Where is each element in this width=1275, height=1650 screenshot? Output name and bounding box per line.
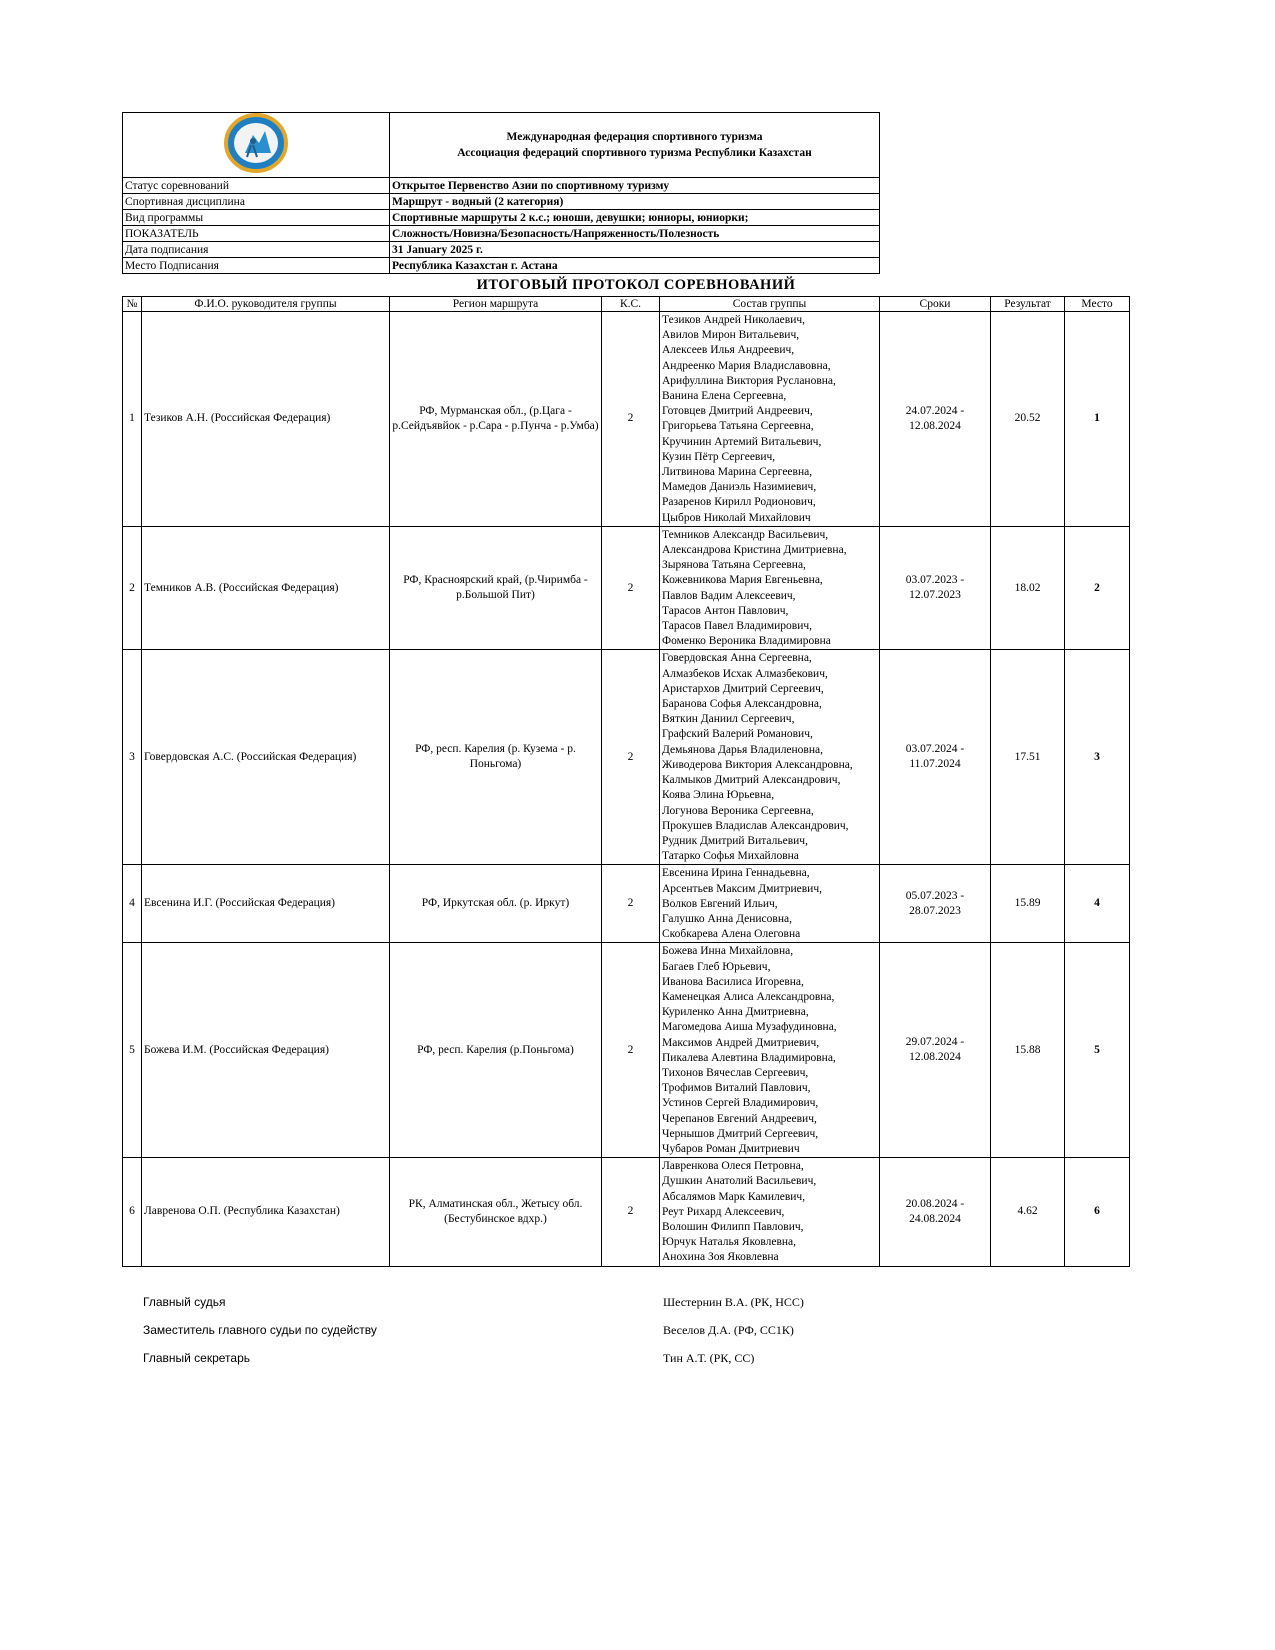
cell-members <box>660 1158 880 1266</box>
cell-members <box>660 865 880 943</box>
col-header-result: Результат <box>991 297 1065 312</box>
signature-name: Шестернин В.А. (РК, НСС) <box>663 1295 804 1309</box>
cell-members <box>660 650 880 865</box>
member-name: Аристархов Дмитрий Сергеевич, <box>662 682 824 695</box>
member-name: Тихонов Вячеслав Сергеевич, <box>662 1066 809 1079</box>
member-name: Устинов Сергей Владимирович, <box>662 1097 819 1110</box>
signature-name: Веселов Д.А. (РФ, СС1К) <box>663 1323 794 1337</box>
field-label: Вид программы <box>123 210 390 226</box>
header-row-status <box>123 178 880 194</box>
col-header-ks: К.С. <box>602 297 660 312</box>
cell-leader: Божева И.М. (Российская Федерация) <box>142 943 390 1158</box>
header-row-date <box>123 242 880 258</box>
cell-dates: 05.07.2023 - 28.07.2023 <box>880 865 991 943</box>
cell-place: 1 <box>1065 312 1130 527</box>
table-row <box>123 526 1130 650</box>
member-name: Баранова Софья Александровна, <box>662 698 822 711</box>
header-row-program <box>123 210 880 226</box>
member-name: Волошин Филипп Павлович, <box>662 1220 804 1233</box>
cell-region: РФ, респ. Карелия (р.Поньгома) <box>390 943 602 1158</box>
cell-place: 2 <box>1065 526 1130 650</box>
member-name: Ванина Елена Сергеевна, <box>662 390 787 403</box>
field-label: ПОКАЗАТЕЛЬ <box>123 226 390 242</box>
member-name: Графский Валерий Романович, <box>662 728 813 741</box>
cell-result: 15.88 <box>991 943 1065 1158</box>
member-name: Волков Евгений Ильич, <box>662 897 778 910</box>
cell-leader: Говердовская А.С. (Российская Федерация) <box>142 650 390 865</box>
table-row <box>123 650 1130 865</box>
cell-dates: 03.07.2024 - 11.07.2024 <box>880 650 991 865</box>
member-name: Григорьева Татьяна Сергеевна, <box>662 420 814 433</box>
cell-number: 4 <box>123 865 142 943</box>
member-name: Тезиков Андрей Николаевич, <box>662 314 806 326</box>
member-name: Кузин Пётр Сергеевич, <box>662 450 776 463</box>
cell-place: 4 <box>1065 865 1130 943</box>
cell-number: 5 <box>123 943 142 1158</box>
federation-logo-icon <box>223 113 289 173</box>
member-name: Готовцев Дмитрий Андреевич, <box>662 405 813 418</box>
member-name: Реут Рихард Алексеевич, <box>662 1205 785 1218</box>
field-label: Место Подписания <box>123 258 390 274</box>
cell-result: 17.51 <box>991 650 1065 865</box>
cell-dates: 29.07.2024 - 12.08.2024 <box>880 943 991 1158</box>
member-name: Магомедова Аиша Музафудиновна, <box>662 1021 837 1034</box>
signature-name: Тин А.Т. (РК, СС) <box>663 1351 755 1365</box>
member-name: Калмыков Дмитрий Александрович, <box>662 774 841 787</box>
cell-place: 3 <box>1065 650 1130 865</box>
cell-ks: 2 <box>602 943 660 1158</box>
member-name: Андреенко Мария Владиславовна, <box>662 359 831 372</box>
cell-dates: 20.08.2024 - 24.08.2024 <box>880 1158 991 1266</box>
signature-row <box>143 1351 843 1379</box>
cell-number: 3 <box>123 650 142 865</box>
member-name: Татарко Софья Михайловна <box>662 850 799 863</box>
field-value: Спортивные маршруты 2 к.с.; юноши, девушки; юниоры, юниорки; <box>390 210 880 226</box>
member-name: Куриленко Анна Дмитриевна, <box>662 1006 809 1019</box>
cell-leader: Темников А.В. (Российская Федерация) <box>142 526 390 650</box>
table-row <box>123 943 1130 1158</box>
field-label: Спортивная дисциплина <box>123 194 390 210</box>
cell-ks: 2 <box>602 312 660 527</box>
cell-dates: 03.07.2023 - 12.07.2023 <box>880 526 991 650</box>
member-name: Лавренкова Олеся Петровна, <box>662 1160 804 1173</box>
member-name: Абсалямов Марк Камилевич, <box>662 1190 806 1203</box>
member-name: Говердовская Анна Сергеевна, <box>662 652 812 665</box>
member-name: Трофимов Виталий Павлович, <box>662 1082 811 1095</box>
signature-row <box>143 1295 843 1323</box>
member-name: Евсенина Ирина Геннадьевна, <box>662 867 810 880</box>
signature-role: Заместитель главного судьи по судейству <box>143 1323 377 1337</box>
results-table <box>122 296 1130 1267</box>
member-name: Мамедов Даниэль Назимиевич, <box>662 481 817 494</box>
cell-result: 18.02 <box>991 526 1065 650</box>
table-header-row <box>123 297 1130 312</box>
col-header-dates: Сроки <box>880 297 991 312</box>
col-header-members: Состав группы <box>660 297 880 312</box>
cell-place: 5 <box>1065 943 1130 1158</box>
cell-ks: 2 <box>602 650 660 865</box>
member-name: Кожевникова Мария Евгеньевна, <box>662 574 823 587</box>
member-name: Арифуллина Виктория Руслановна, <box>662 374 836 387</box>
member-name: Пикалева Алевтина Владимировна, <box>662 1051 836 1064</box>
table-row <box>123 1158 1130 1266</box>
member-name: Рудник Дмитрий Витальевич, <box>662 834 808 847</box>
member-name: Живодерова Виктория Александровна, <box>662 758 853 771</box>
member-name: Логунова Вероника Сергеевна, <box>662 804 814 817</box>
member-name: Тарасов Антон Павлович, <box>662 604 789 617</box>
member-name: Иванова Василиса Игоревна, <box>662 975 804 988</box>
member-name: Кручинин Артемий Витальевич, <box>662 435 822 448</box>
cell-ks: 2 <box>602 1158 660 1266</box>
member-name: Вяткин Даниил Сергеевич, <box>662 713 795 726</box>
member-name: Галушко Анна Денисовна, <box>662 912 792 925</box>
member-name: Демьянова Дарья Владиленовна, <box>662 743 823 756</box>
header-row-discipline <box>123 194 880 210</box>
cell-members <box>660 526 880 650</box>
member-name: Литвинова Марина Сергеевна, <box>662 466 813 479</box>
table-row <box>123 312 1130 527</box>
table-row <box>123 865 1130 943</box>
member-name: Павлов Вадим Алексеевич, <box>662 589 796 602</box>
org-line-2: Ассоциация федераций спортивного туризма Республики Казахстан <box>457 147 812 159</box>
member-name: Юрчук Наталья Яковлевна, <box>662 1236 797 1249</box>
organization-names <box>390 113 880 178</box>
cell-result: 20.52 <box>991 312 1065 527</box>
col-header-place: Место <box>1065 297 1130 312</box>
member-name: Максимов Андрей Дмитриевич, <box>662 1036 820 1049</box>
signature-role: Главный судья <box>143 1295 226 1309</box>
cell-leader: Тезиков А.Н. (Российская Федерация) <box>142 312 390 527</box>
field-value: Сложность/Новизна/Безопасность/Напряженность/Полезность <box>390 226 880 242</box>
field-value: 31 January 2025 г. <box>390 242 880 258</box>
member-name: Алексеев Илья Андреевич, <box>662 344 795 357</box>
member-name: Божева Инна Михайловна, <box>662 945 794 958</box>
member-name: Прокушев Владислав Александрович, <box>662 819 849 832</box>
signature-row <box>143 1323 843 1351</box>
member-name: Анохина Зоя Яковлевна <box>662 1251 779 1264</box>
field-value: Республика Казахстан г. Астана <box>390 258 880 274</box>
member-name: Тарасов Павел Владимирович, <box>662 620 813 633</box>
member-name: Разаренов Кирилл Родионович, <box>662 496 816 509</box>
header-row-place <box>123 258 880 274</box>
cell-members <box>660 312 880 527</box>
cell-ks: 2 <box>602 865 660 943</box>
member-name: Багаев Глеб Юрьевич, <box>662 960 771 973</box>
header-table <box>122 112 880 274</box>
table-body <box>123 312 1130 1267</box>
member-name: Алмазбеков Исхак Алмазбекович, <box>662 667 828 680</box>
member-name: Скобкарева Алена Олеговна <box>662 928 801 941</box>
signature-role: Главный секретарь <box>143 1351 250 1365</box>
member-name: Черепанов Евгений Андреевич, <box>662 1112 817 1125</box>
cell-place: 6 <box>1065 1158 1130 1266</box>
member-name: Коява Элина Юрьевна, <box>662 789 775 802</box>
cell-region: РФ, Иркутская обл. (р. Иркут) <box>390 865 602 943</box>
member-name: Цыбров Николай Михайлович <box>662 511 811 524</box>
logo-cell <box>123 113 390 178</box>
field-label: Статус соревнований <box>123 178 390 194</box>
field-label: Дата подписания <box>123 242 390 258</box>
cell-result: 15.89 <box>991 865 1065 943</box>
member-name: Темников Александр Васильевич, <box>662 528 829 541</box>
member-name: Авилов Мирон Витальевич, <box>662 329 800 342</box>
member-name: Душкин Анатолий Васильевич, <box>662 1175 817 1188</box>
field-value: Маршрут - водный (2 категория) <box>390 194 880 210</box>
cell-region: РФ, Мурманская обл., (р.Цага - р.Сейдъявйок - р.Сара - р.Пунча - р.Умба) <box>390 312 602 527</box>
col-header-leader: Ф.И.О. руководителя группы <box>142 297 390 312</box>
member-name: Арсентьев Максим Дмитриевич, <box>662 882 822 895</box>
col-header-number: № <box>123 297 142 312</box>
cell-number: 2 <box>123 526 142 650</box>
cell-region: РФ, Красноярский край, (р.Чиримба - р.Большой Пит) <box>390 526 602 650</box>
cell-leader: Евсенина И.Г. (Российская Федерация) <box>142 865 390 943</box>
col-header-region: Регион маршрута <box>390 297 602 312</box>
org-line-1: Международная федерация спортивного туризма <box>506 131 763 143</box>
cell-result: 4.62 <box>991 1158 1065 1266</box>
member-name: Каменецкая Алиса Александровна, <box>662 990 835 1003</box>
member-name: Чернышов Дмитрий Сергеевич, <box>662 1127 819 1140</box>
cell-dates: 24.07.2024 - 12.08.2024 <box>880 312 991 527</box>
member-name: Фоменко Вероника Владимировна <box>662 635 831 648</box>
signatures-block <box>143 1295 843 1379</box>
cell-leader: Лавренова О.П. (Республика Казахстан) <box>142 1158 390 1266</box>
cell-ks: 2 <box>602 526 660 650</box>
member-name: Зырянова Татьяна Сергеевна, <box>662 559 806 572</box>
cell-region: РК, Алматинская обл., Жетысу обл. (Бестубинское вдхр.) <box>390 1158 602 1266</box>
document-title: ИТОГОВЫЙ ПРОТОКОЛ СОРЕВНОВАНИЙ <box>476 277 796 293</box>
header-row-indicator <box>123 226 880 242</box>
cell-region: РФ, респ. Карелия (р. Кузема - р. Поньгома) <box>390 650 602 865</box>
cell-number: 6 <box>123 1158 142 1266</box>
member-name: Чубаров Роман Дмитриевич <box>662 1142 800 1155</box>
cell-number: 1 <box>123 312 142 527</box>
cell-members <box>660 943 880 1158</box>
field-value: Открытое Первенство Азии по спортивному туризму <box>390 178 880 194</box>
member-name: Александрова Кристина Дмитриевна, <box>662 544 847 557</box>
